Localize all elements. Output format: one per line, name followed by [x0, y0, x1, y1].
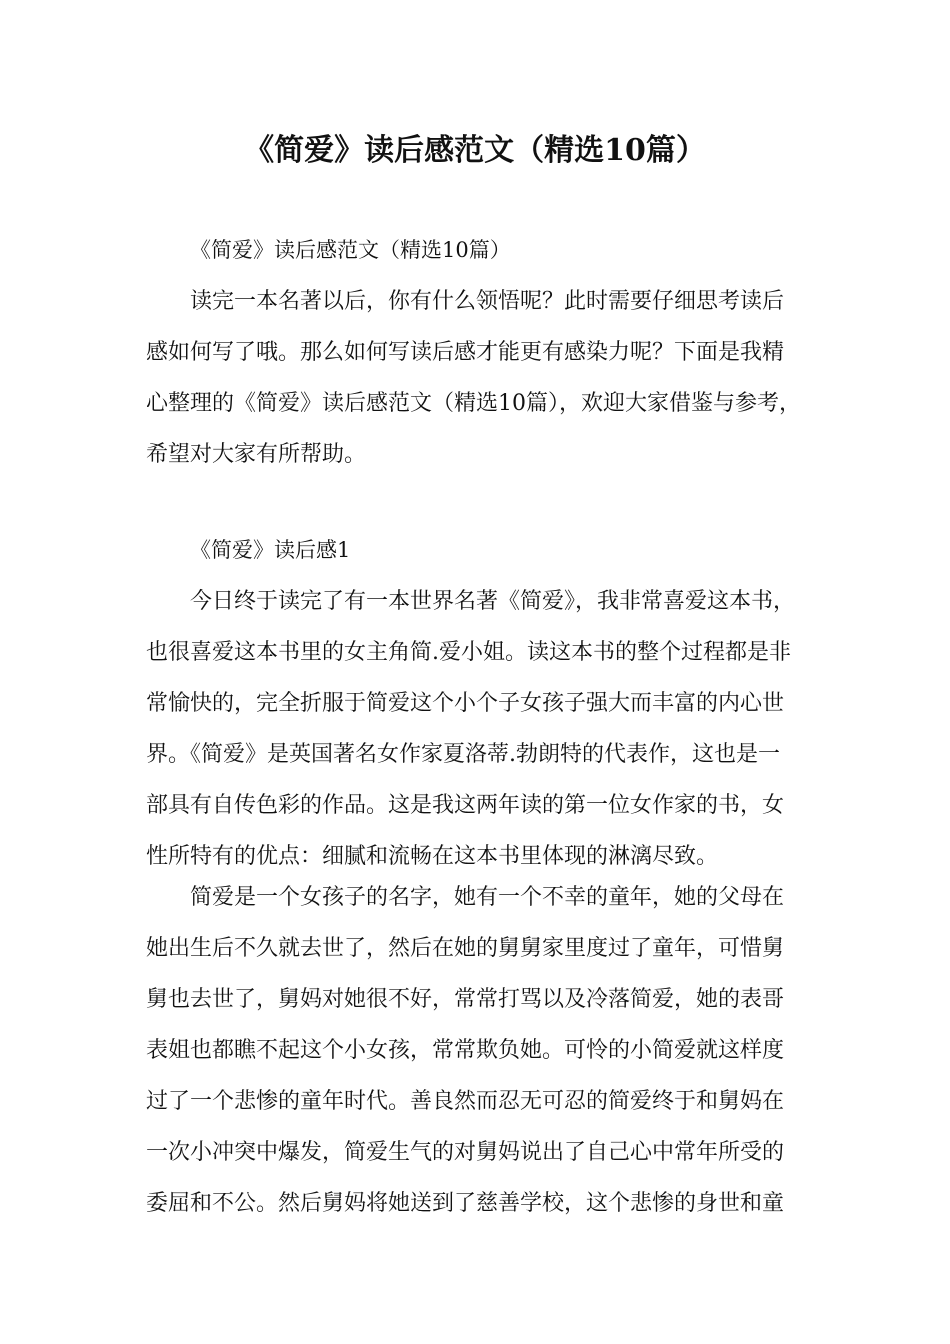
- paragraph-line: 委屈和不公。然后舅妈将她送到了慈善学校，这个悲惨的身世和童: [146, 1191, 785, 1216]
- paragraph-2: [146, 872, 836, 1229]
- paragraph-line: 过了一个悲惨的童年时代。善良然而忍无可忍的简爱终于和舅妈在: [146, 1089, 785, 1114]
- paragraph-line: 舅也去世了，舅妈对她很不好，常常打骂以及冷落简爱，她的表哥: [146, 987, 785, 1012]
- intro-line: 读完一本名著以后，你有什么领悟呢？此时需要仔细思考读后: [190, 289, 785, 314]
- paragraph-line: 简爱是一个女孩子的名字，她有一个不幸的童年，她的父母在: [190, 885, 785, 910]
- paragraph-line: 界。《简爱》是英国著名女作家夏洛蒂.勃朗特的代表作，这也是一: [146, 742, 780, 767]
- intro-line: 希望对大家有所帮助。: [146, 442, 367, 467]
- paragraph-line: 她出生后不久就去世了，然后在她的舅舅家里度过了童年，可惜舅: [146, 936, 785, 961]
- paragraph-line: 一次小冲突中爆发，简爱生气的对舅妈说出了自己心中常年所受的: [146, 1140, 785, 1165]
- paragraph-line: 性所特有的优点：细腻和流畅在这本书里体现的淋漓尽致。: [146, 844, 719, 869]
- paragraph-line: 部具有自传色彩的作品。这是我这两年读的第一位女作家的书，女: [146, 793, 785, 818]
- paragraph-line: 也很喜爱这本书里的女主角简.爱小姐。读这本书的整个过程都是非: [146, 640, 791, 665]
- section-heading: 《简爱》读后感1: [190, 538, 351, 562]
- intro-line: 心整理的《简爱》读后感范文（精选10篇），欢迎大家借鉴与参考，: [146, 391, 801, 416]
- intro-line: 感如何写了哦。那么如何写读后感才能更有感染力呢？下面是我精: [146, 340, 785, 365]
- paragraph-line: 表姐也都瞧不起这个小女孩，常常欺负她。可怜的小简爱就这样度: [146, 1038, 785, 1063]
- intro-paragraph: [146, 276, 836, 480]
- document-subtitle: 《简爱》读后感范文（精选10篇）: [190, 238, 511, 262]
- paragraph-1: [146, 576, 836, 882]
- paragraph-line: 常愉快的，完全折服于简爱这个小个子女孩子强大而丰富的内心世: [146, 691, 785, 716]
- document-title: 《简爱》读后感范文（精选10篇）: [244, 133, 706, 168]
- paragraph-line: 今日终于读完了有一本世界名著《简爱》，我非常喜爱这本书，: [190, 589, 796, 614]
